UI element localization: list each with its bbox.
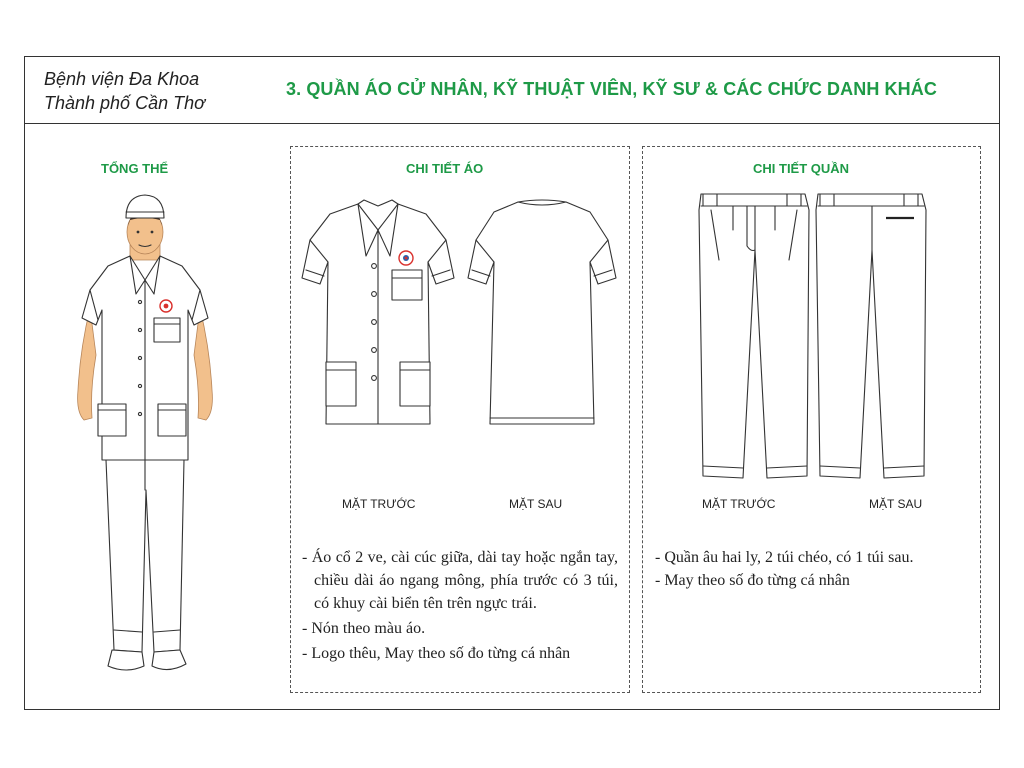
hospital-name bbox=[44, 67, 205, 115]
pants-description-line: - Quần âu hai ly, 2 túi chéo, có 1 túi sau. bbox=[655, 549, 914, 566]
hospital-name-line2: Thành phố Cần Thơ bbox=[44, 93, 205, 113]
shirt-front-drawing bbox=[300, 196, 460, 432]
pants-front-drawing bbox=[697, 190, 813, 484]
header-divider bbox=[24, 123, 1000, 124]
pants-back-drawing bbox=[814, 190, 930, 484]
shirt-detail-label: CHI TIẾT ÁO bbox=[406, 161, 484, 176]
shirt-description-line: - Logo thêu, May theo số đo từng cá nhân bbox=[302, 645, 571, 662]
pants-description bbox=[655, 546, 971, 592]
uniform-figure-illustration bbox=[60, 190, 230, 690]
document-title: 3. QUẦN ÁO CỬ NHÂN, KỸ THUẬT VIÊN, KỸ SƯ & CÁC CHỨC DANH KHÁC bbox=[286, 79, 937, 99]
pants-detail-label: CHI TIẾT QUẦN bbox=[753, 161, 850, 176]
pants-back-label: MẶT SAU bbox=[869, 497, 923, 511]
shirt-back-label: MẶT SAU bbox=[509, 497, 563, 511]
shirt-back-drawing bbox=[468, 196, 618, 432]
pants-front-label: MẶT TRƯỚC bbox=[702, 497, 776, 511]
overall-label: TỔNG THỂ bbox=[101, 161, 169, 176]
shirt-description bbox=[302, 546, 618, 665]
pants-description-line: - May theo số đo từng cá nhân bbox=[655, 572, 850, 589]
shirt-description-line: - Áo cổ 2 ve, cài cúc giữa, dài tay hoặc ngắn tay, chiều dài áo ngang mông, phía trước có 3 túi, có khuy cài biển tên trên ngực trái. bbox=[302, 549, 618, 612]
hospital-name-line1: Bệnh viện Đa Khoa bbox=[44, 69, 200, 89]
shirt-front-label: MẶT TRƯỚC bbox=[342, 497, 416, 511]
shirt-description-line: - Nón theo màu áo. bbox=[302, 620, 426, 637]
